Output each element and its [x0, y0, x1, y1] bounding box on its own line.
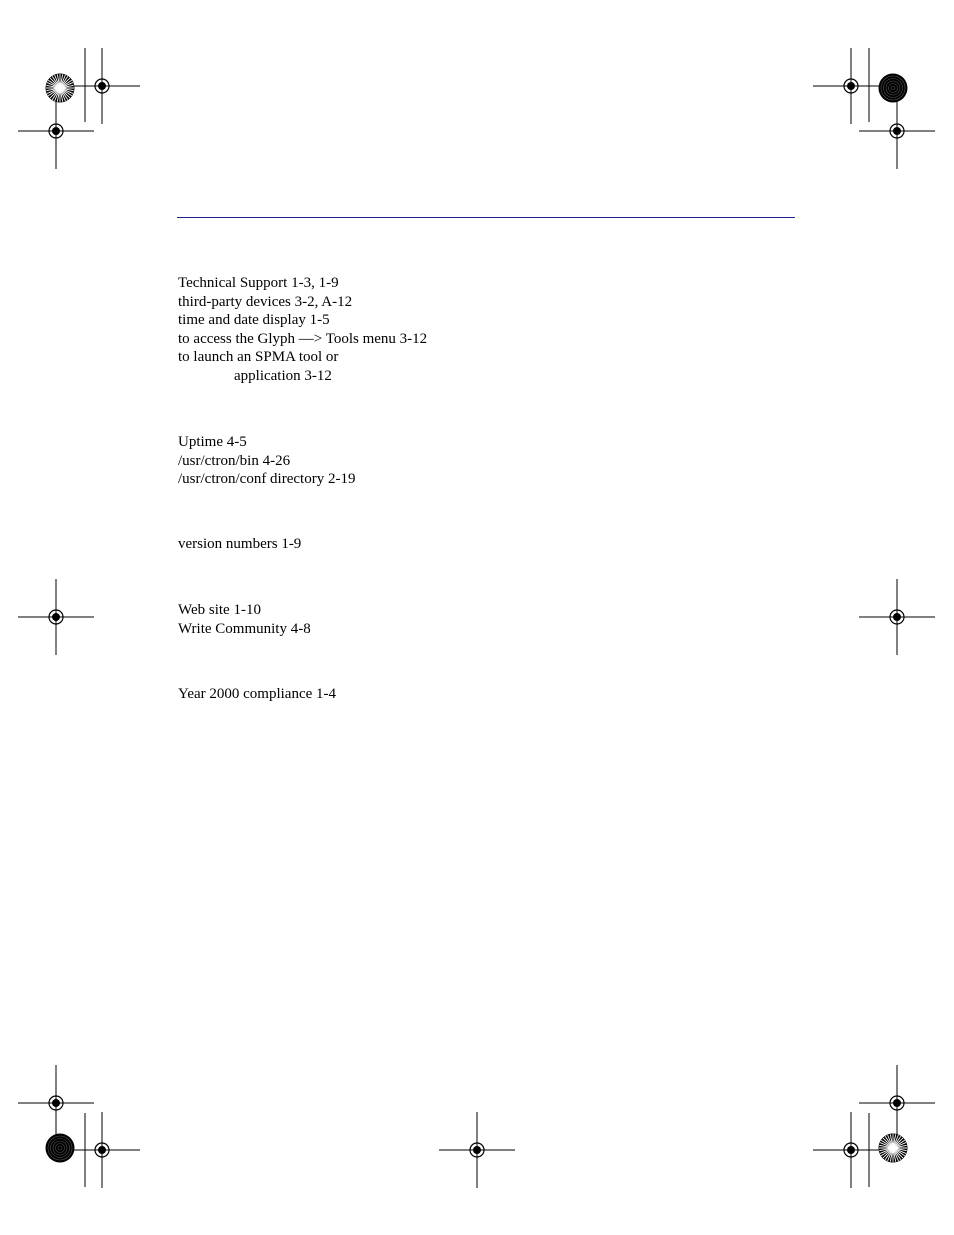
index-entry: /usr/ctron/bin 4-26	[178, 452, 291, 469]
index-entry: version numbers 1-9	[178, 536, 302, 552]
crosshair-registration-icon	[439, 1112, 515, 1188]
concentric-circle-registration-icon	[45, 1133, 75, 1163]
crosshair-registration-icon	[18, 579, 94, 655]
index-entry: time and date display 1-5	[178, 312, 330, 329]
crosshair-registration-icon	[859, 93, 935, 169]
starburst-registration-icon	[878, 1133, 908, 1163]
index-entry: Year 2000 compliance 1-4	[178, 686, 337, 702]
index-entry: third-party devices 3-2, A-12	[178, 293, 353, 310]
index-entry: to access the Glyph —> Tools menu 3-12	[178, 330, 428, 347]
index-entry: Technical Support 1-3, 1-9	[178, 275, 339, 291]
index-entry: Uptime 4-5	[178, 434, 247, 450]
index-subentry: application 3-12	[234, 367, 332, 384]
index-entry: to launch an SPMA tool or	[178, 349, 339, 366]
index-entry: Web site 1-10	[178, 602, 261, 618]
index-entry: Write Community 4-8	[178, 620, 311, 637]
starburst-registration-icon	[45, 73, 75, 103]
index-entry: /usr/ctron/conf directory 2-19	[178, 471, 356, 488]
crosshair-registration-icon	[859, 579, 935, 655]
concentric-circle-registration-icon	[878, 73, 908, 103]
crosshair-registration-icon	[64, 1112, 140, 1188]
crosshair-registration-icon	[18, 93, 94, 169]
